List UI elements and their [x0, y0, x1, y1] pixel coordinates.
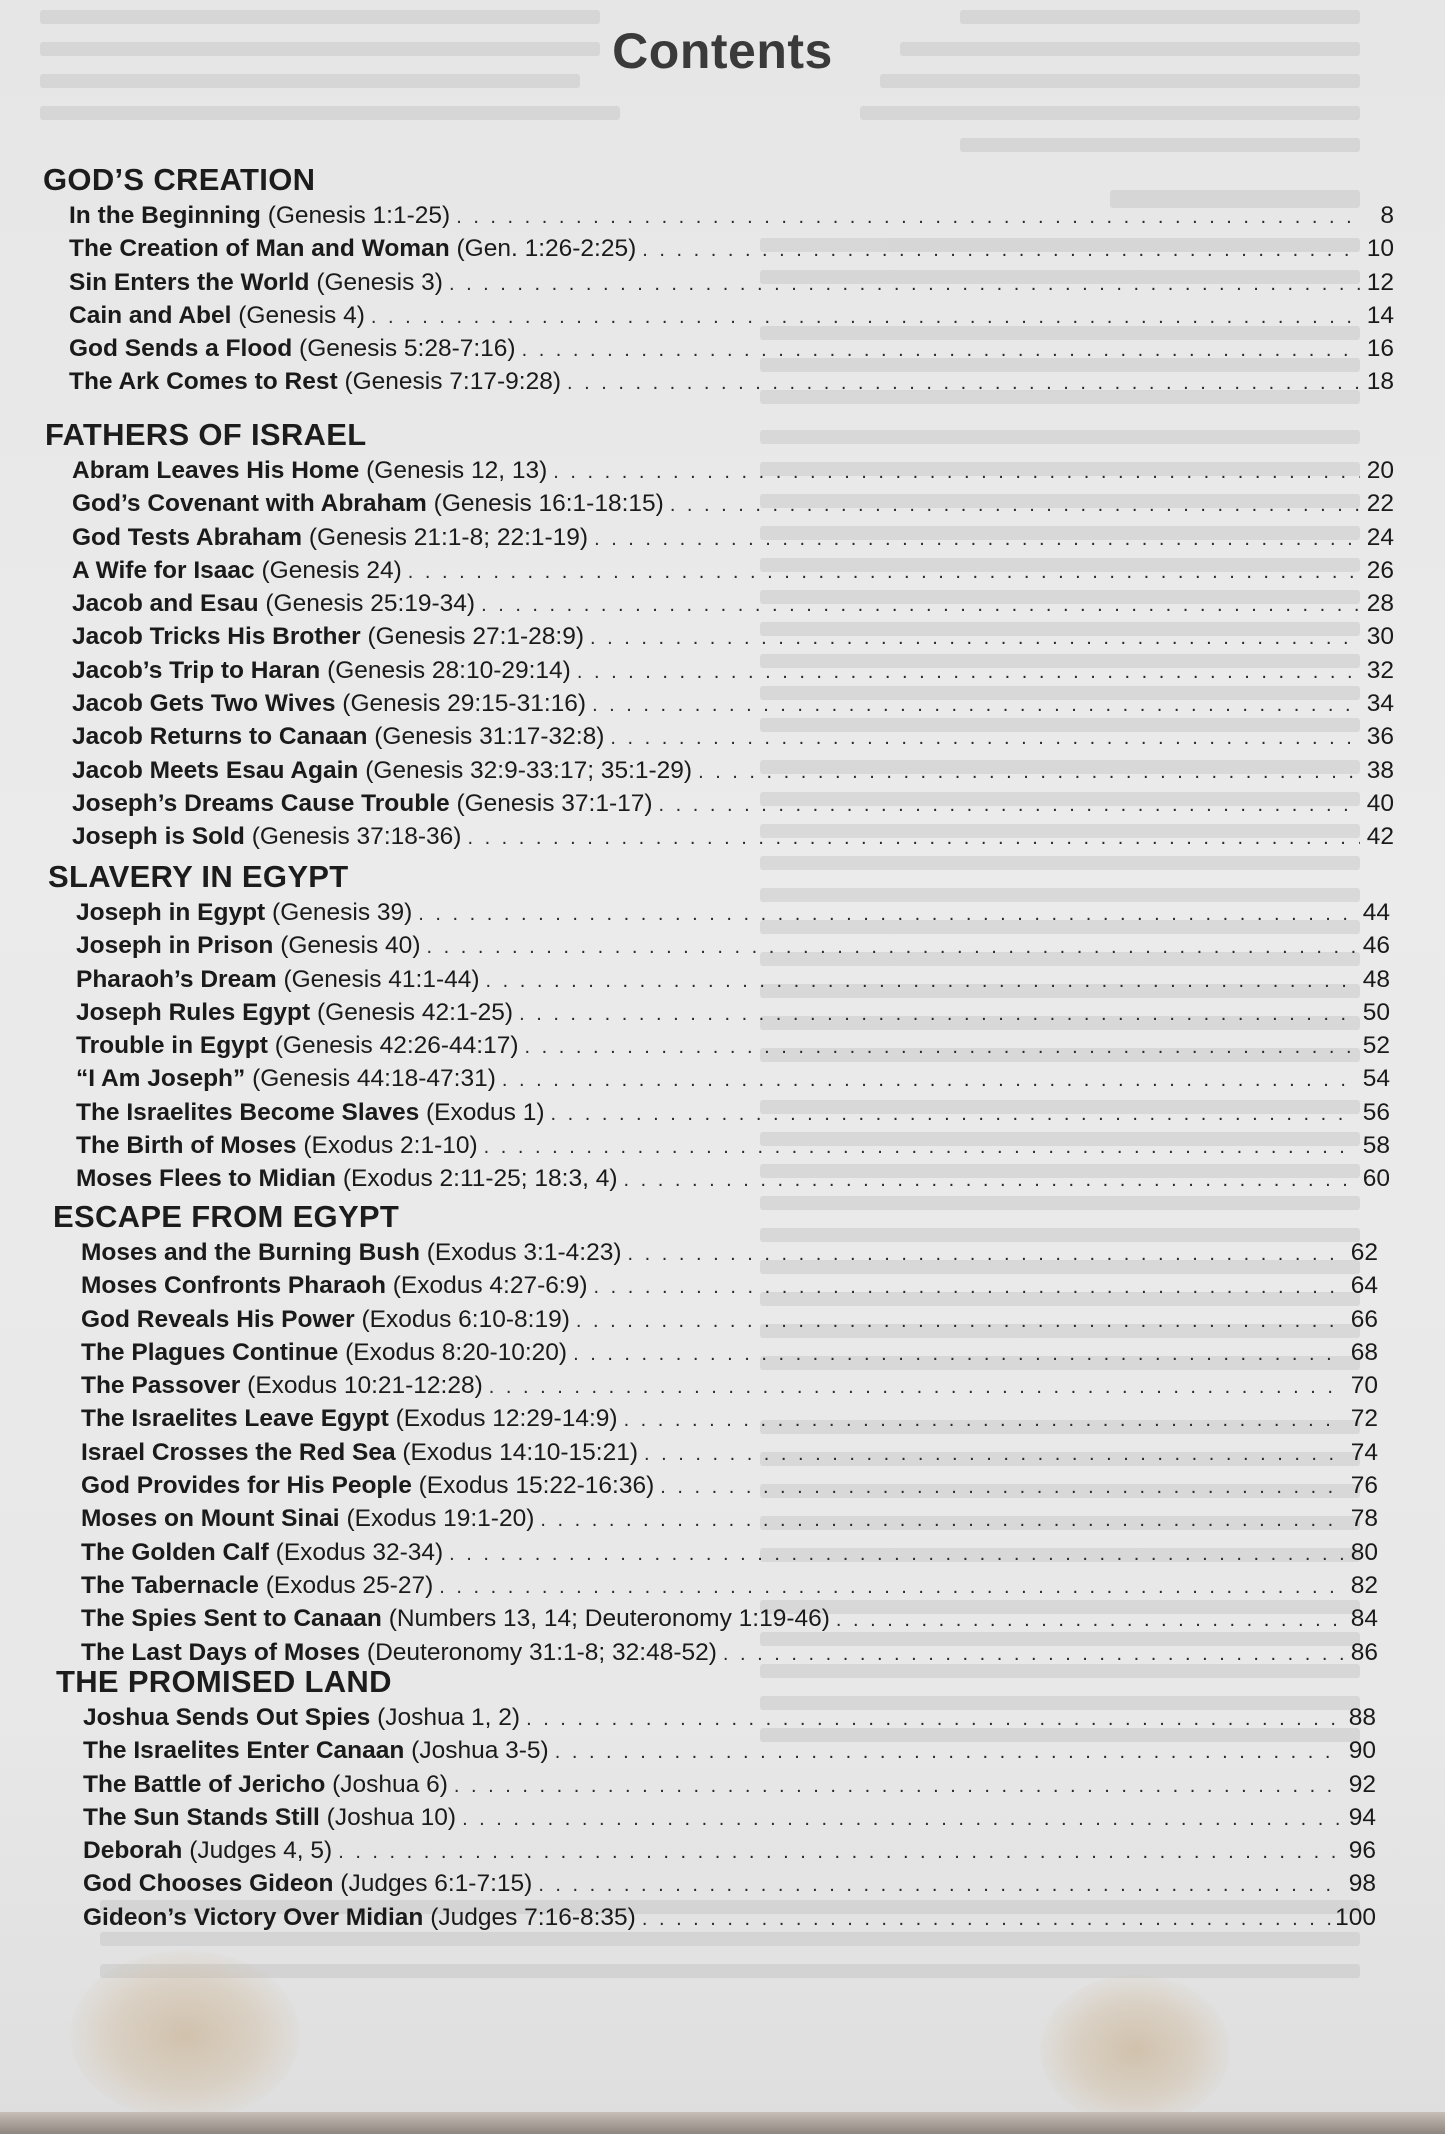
toc-entry[interactable]: [83, 1735, 1376, 1768]
entry-title: The Plagues Continue: [81, 1338, 339, 1366]
entry-reference: (Exodus 2:11-25; 18:3, 4): [342, 1165, 618, 1193]
toc-entry[interactable]: [69, 333, 1394, 366]
toc-entry[interactable]: [69, 200, 1394, 233]
entry-list: [69, 200, 1394, 400]
toc-entry[interactable]: [69, 267, 1394, 300]
entry-page-number: 62: [1350, 1239, 1378, 1266]
entry-list: [83, 1702, 1376, 1935]
entry-page-number: 54: [1362, 1065, 1390, 1093]
section-escape-from-egypt: [0, 1197, 1445, 1670]
entry-reference: (Genesis 37:1-17): [456, 789, 653, 817]
entry-title: Joseph in Prison: [76, 932, 274, 960]
entry-reference: (Deuteronomy 31:1-8; 32:48-52): [366, 1638, 717, 1666]
toc-entry[interactable]: [69, 233, 1394, 266]
entry-title: Moses Confronts Pharaoh: [81, 1272, 386, 1300]
entry-reference: (Joshua 6): [332, 1770, 448, 1798]
entry-title: Israel Crosses the Red Sea: [81, 1438, 396, 1466]
dot-leader: [338, 1837, 1342, 1868]
entry-page-number: 74: [1350, 1438, 1378, 1466]
entry-page-number: 14: [1366, 301, 1394, 329]
entry-reference: (Genesis 42:1-25): [316, 998, 514, 1026]
dot-leader: [590, 623, 1360, 654]
toc-entry[interactable]: [81, 1270, 1378, 1303]
toc-entry[interactable]: [81, 1337, 1378, 1370]
dot-leader: [642, 1904, 1331, 1935]
toc-entry[interactable]: [83, 1902, 1376, 1935]
toc-entry[interactable]: [81, 1304, 1378, 1337]
section-gods-creation: [0, 160, 1445, 400]
dot-leader: [642, 235, 1360, 266]
entry-title: Joseph’s Dreams Cause Trouble: [72, 789, 450, 817]
entry-page-number: 70: [1350, 1372, 1378, 1400]
entry-page-number: 20: [1366, 457, 1394, 484]
dot-leader: [454, 1771, 1342, 1802]
entry-title: Moses on Mount Sinai: [81, 1505, 340, 1533]
entry-page-number: 52: [1362, 1032, 1390, 1060]
entry-title: The Passover: [81, 1372, 241, 1400]
entry-title: Trouble in Egypt: [76, 1032, 268, 1060]
entry-page-number: 24: [1366, 523, 1394, 551]
entry-reference: (Genesis 44:18-47:31): [252, 1065, 496, 1093]
entry-page-number: 48: [1362, 965, 1390, 993]
entry-title: The Golden Calf: [81, 1538, 269, 1566]
toc-entry[interactable]: [83, 1868, 1376, 1901]
toc-entry[interactable]: [76, 1063, 1390, 1096]
entry-reference: (Exodus 19:1-20): [346, 1505, 535, 1533]
entry-title: God Reveals His Power: [81, 1305, 355, 1333]
entry-page-number: 58: [1362, 1132, 1390, 1160]
dot-leader: [371, 302, 1360, 333]
entry-page-number: 100: [1335, 1903, 1376, 1931]
entry-title: The Israelites Become Slaves: [76, 1098, 420, 1126]
entry-page-number: 64: [1350, 1272, 1378, 1300]
toc-entry[interactable]: [72, 488, 1394, 521]
entry-page-number: 82: [1350, 1571, 1378, 1599]
toc-entry[interactable]: [72, 821, 1394, 854]
entry-list: [76, 897, 1390, 1197]
toc-entry[interactable]: [72, 455, 1394, 488]
dot-leader: [659, 790, 1360, 821]
toc-entry[interactable]: [81, 1603, 1378, 1636]
dot-leader: [594, 524, 1360, 555]
entry-page-number: 10: [1366, 235, 1394, 263]
entry-title: Jacob Returns to Canaan: [72, 723, 368, 751]
dot-leader: [670, 490, 1360, 521]
entry-title: God Chooses Gideon: [83, 1870, 334, 1898]
entry-page-number: 98: [1348, 1870, 1376, 1898]
entry-reference: (Judges 7:16-8:35): [430, 1903, 636, 1931]
entry-title: The Tabernacle: [81, 1571, 259, 1599]
dot-leader: [553, 457, 1360, 488]
entry-title: Moses and the Burning Bush: [81, 1239, 420, 1266]
toc-entry[interactable]: [76, 964, 1390, 997]
entry-page-number: 8: [1380, 202, 1394, 229]
entry-reference: (Judges 4, 5): [189, 1837, 333, 1865]
entry-reference: (Judges 6:1-7:15): [340, 1870, 533, 1898]
entry-reference: (Genesis 39): [272, 899, 413, 926]
entry-reference: (Exodus 3:1-4:23): [426, 1239, 622, 1266]
entry-title: Joseph in Egypt: [76, 899, 266, 926]
toc-entry[interactable]: [83, 1702, 1376, 1735]
entry-page-number: 46: [1362, 932, 1390, 960]
dot-leader: [576, 1306, 1344, 1337]
dot-leader: [660, 1472, 1344, 1503]
dot-leader: [489, 1372, 1344, 1403]
entry-title: The Battle of Jericho: [83, 1770, 326, 1798]
dot-leader: [628, 1239, 1345, 1270]
toc-entry[interactable]: [81, 1503, 1378, 1536]
entry-reference: (Joshua 10): [326, 1803, 457, 1831]
entry-reference: (Exodus 15:22-16:36): [418, 1472, 655, 1500]
entry-reference: (Genesis 40): [280, 932, 421, 960]
toc-entry[interactable]: [69, 366, 1394, 399]
entry-title: The Israelites Leave Egypt: [81, 1405, 389, 1433]
entry-page-number: 16: [1366, 335, 1394, 363]
entry-reference: (Genesis 32:9-33:17; 35:1-29): [365, 756, 693, 784]
toc-entry[interactable]: [81, 1570, 1378, 1603]
entry-page-number: 60: [1362, 1165, 1390, 1193]
entry-title: Jacob’s Trip to Haran: [72, 656, 321, 684]
entry-title: Jacob Meets Esau Again: [72, 756, 359, 784]
dot-leader: [550, 1099, 1356, 1130]
toc-entry[interactable]: [81, 1470, 1378, 1503]
toc-entry[interactable]: [72, 755, 1394, 788]
toc-entry[interactable]: [72, 522, 1394, 555]
dot-leader: [456, 202, 1360, 233]
entry-title: Jacob Gets Two Wives: [72, 690, 336, 718]
dot-leader: [484, 1132, 1356, 1163]
toc-entry[interactable]: [76, 930, 1390, 963]
toc-entry[interactable]: [76, 1030, 1390, 1063]
entry-title: The Last Days of Moses: [81, 1638, 361, 1666]
entry-page-number: 12: [1366, 268, 1394, 296]
dot-leader: [462, 1804, 1342, 1835]
page-bottom-edge: [0, 2112, 1445, 2134]
entry-reference: (Joshua 1, 2): [377, 1704, 521, 1731]
dot-leader: [836, 1605, 1344, 1636]
entry-title: Joshua Sends Out Spies: [83, 1704, 371, 1731]
section-heading: GOD’S CREATION: [43, 162, 316, 197]
entry-page-number: 36: [1366, 723, 1394, 751]
toc-entry[interactable]: [72, 721, 1394, 754]
entry-page-number: 40: [1366, 789, 1394, 817]
entry-reference: (Genesis 27:1-28:9): [367, 623, 585, 651]
entry-page-number: 84: [1350, 1605, 1378, 1633]
entry-reference: (Genesis 5:28-7:16): [299, 335, 516, 363]
section-the-promised-land: [0, 1662, 1445, 1935]
entry-reference: (Exodus 12:29-14:9): [395, 1405, 618, 1433]
entry-title: Abram Leaves His Home: [72, 457, 360, 484]
dot-leader: [555, 1737, 1342, 1768]
toc-entry[interactable]: [72, 588, 1394, 621]
entry-title: The Sun Stands Still: [83, 1803, 320, 1831]
entry-page-number: 26: [1366, 556, 1394, 584]
toc-entry[interactable]: [76, 1163, 1390, 1196]
dot-leader: [698, 757, 1360, 788]
entry-reference: (Genesis 41:1-44): [283, 965, 480, 993]
toc-entry[interactable]: [76, 1130, 1390, 1163]
entry-reference: (Genesis 4): [238, 301, 365, 329]
entry-list: [72, 455, 1394, 855]
dot-leader: [519, 999, 1356, 1030]
entry-title: In the Beginning: [69, 202, 261, 229]
toc-entry[interactable]: [69, 300, 1394, 333]
entry-page-number: 90: [1348, 1737, 1376, 1765]
entry-page-number: 18: [1366, 368, 1394, 396]
entry-page-number: 30: [1366, 623, 1394, 651]
entry-title: Deborah: [83, 1837, 183, 1865]
entry-reference: (Genesis 16:1-18:15): [433, 490, 664, 518]
toc-entry[interactable]: [81, 1437, 1378, 1470]
entry-title: The Birth of Moses: [76, 1132, 297, 1160]
dot-leader: [502, 1065, 1356, 1096]
entry-reference: (Genesis 24): [261, 556, 402, 584]
entry-reference: (Genesis 28:10-29:14): [327, 656, 571, 684]
entry-page-number: 78: [1350, 1505, 1378, 1533]
entry-page-number: 72: [1350, 1405, 1378, 1433]
entry-reference: (Genesis 37:18-36): [251, 823, 462, 851]
entry-reference: (Genesis 3): [316, 268, 443, 296]
entry-title: Jacob and Esau: [72, 590, 259, 618]
entry-reference: (Gen. 1:26-2:25): [456, 235, 637, 263]
toc-entry[interactable]: [72, 555, 1394, 588]
entry-page-number: 94: [1348, 1803, 1376, 1831]
dot-leader: [644, 1439, 1344, 1470]
section-heading: ESCAPE FROM EGYPT: [53, 1199, 400, 1234]
entry-title: God Provides for His People: [81, 1472, 412, 1500]
entry-reference: (Genesis 21:1-8; 22:1-19): [308, 523, 589, 551]
dot-leader: [538, 1870, 1342, 1901]
entry-title: God Tests Abraham: [72, 523, 303, 551]
dot-leader: [449, 269, 1360, 300]
toc-entry[interactable]: [83, 1835, 1376, 1868]
toc-entry[interactable]: [76, 1097, 1390, 1130]
entry-title: Gideon’s Victory Over Midian: [83, 1903, 424, 1931]
entry-reference: (Exodus 1): [426, 1098, 545, 1126]
entry-reference: (Joshua 3-5): [411, 1737, 549, 1765]
dot-leader: [522, 335, 1360, 366]
page-stain: [70, 1950, 300, 2120]
dot-leader: [426, 932, 1356, 963]
entry-page-number: 66: [1350, 1305, 1378, 1333]
dot-leader: [439, 1572, 1344, 1603]
entry-title: Joseph is Sold: [72, 823, 245, 851]
entry-reference: (Exodus 6:10-8:19): [361, 1305, 570, 1333]
section-slavery-in-egypt: [0, 857, 1445, 1197]
page-stain: [1040, 1975, 1230, 2125]
entry-page-number: 68: [1350, 1338, 1378, 1366]
entry-reference: (Exodus 8:20-10:20): [345, 1338, 568, 1366]
entry-title: The Israelites Enter Canaan: [83, 1737, 405, 1765]
entry-title: “I Am Joseph”: [76, 1065, 246, 1093]
dot-leader: [486, 966, 1356, 997]
toc-entry[interactable]: [81, 1237, 1378, 1270]
entry-title: Joseph Rules Egypt: [76, 998, 311, 1026]
entry-reference: (Exodus 10:21-12:28): [247, 1372, 483, 1400]
entry-title: God’s Covenant with Abraham: [72, 490, 427, 518]
dot-leader: [449, 1539, 1344, 1570]
entry-page-number: 28: [1366, 590, 1394, 618]
section-heading: THE PROMISED LAND: [56, 1664, 392, 1699]
entry-list: [81, 1237, 1378, 1670]
entry-reference: (Exodus 2:1-10): [303, 1132, 478, 1160]
entry-page-number: 92: [1348, 1770, 1376, 1798]
entry-reference: (Genesis 29:15-31:16): [342, 690, 587, 718]
dot-leader: [573, 1339, 1344, 1370]
dot-leader: [624, 1405, 1344, 1436]
entry-reference: (Genesis 42:26-44:17): [274, 1032, 519, 1060]
entry-page-number: 38: [1366, 756, 1394, 784]
dot-leader: [540, 1505, 1344, 1536]
entry-reference: (Genesis 7:17-9:28): [344, 368, 561, 396]
dot-leader: [408, 557, 1360, 588]
entry-title: The Creation of Man and Woman: [69, 235, 450, 263]
entry-reference: (Exodus 25-27): [265, 1571, 434, 1599]
toc-entry[interactable]: [72, 788, 1394, 821]
entry-page-number: 80: [1350, 1538, 1378, 1566]
page-title: Contents: [612, 23, 833, 79]
toc-entry[interactable]: [81, 1370, 1378, 1403]
entry-page-number: 96: [1348, 1837, 1376, 1865]
entry-page-number: 88: [1348, 1704, 1376, 1731]
entry-reference: (Exodus 14:10-15:21): [402, 1438, 639, 1466]
entry-page-number: 76: [1350, 1472, 1378, 1500]
entry-reference: (Numbers 13, 14; Deuteronomy 1:19-46): [388, 1605, 830, 1633]
entry-reference: (Genesis 1:1-25): [267, 202, 451, 229]
toc-entry[interactable]: [72, 655, 1394, 688]
toc-entry[interactable]: [72, 688, 1394, 721]
toc-entry[interactable]: [76, 897, 1390, 930]
entry-page-number: 32: [1366, 656, 1394, 684]
entry-page-number: 34: [1366, 690, 1394, 718]
dot-leader: [592, 690, 1360, 721]
dot-leader: [418, 899, 1356, 930]
entry-title: The Spies Sent to Canaan: [81, 1605, 382, 1633]
toc-entry[interactable]: [83, 1802, 1376, 1835]
dot-leader: [567, 368, 1360, 399]
dot-leader: [481, 590, 1360, 621]
toc-entry[interactable]: [81, 1537, 1378, 1570]
dot-leader: [594, 1272, 1345, 1303]
entry-title: Sin Enters the World: [69, 268, 310, 296]
entry-page-number: 42: [1366, 823, 1394, 851]
section-heading: SLAVERY IN EGYPT: [48, 859, 349, 894]
dot-leader: [525, 1032, 1356, 1063]
entry-title: Cain and Abel: [69, 301, 232, 329]
entry-page-number: 56: [1362, 1098, 1390, 1126]
entry-page-number: 22: [1366, 490, 1394, 518]
toc-entry[interactable]: [72, 621, 1394, 654]
dot-leader: [467, 823, 1360, 854]
entry-reference: (Genesis 25:19-34): [265, 590, 476, 618]
entry-title: The Ark Comes to Rest: [69, 368, 338, 396]
entry-reference: (Exodus 4:27-6:9): [392, 1272, 588, 1300]
toc-entry[interactable]: [76, 997, 1390, 1030]
entry-page-number: 50: [1362, 998, 1390, 1026]
entry-reference: (Genesis 12, 13): [366, 457, 548, 484]
section-fathers-of-israel: [0, 415, 1445, 855]
toc-entry[interactable]: [81, 1403, 1378, 1436]
dot-leader: [577, 657, 1360, 688]
entry-title: Moses Flees to Midian: [76, 1165, 337, 1193]
entry-title: God Sends a Flood: [69, 335, 293, 363]
dot-leader: [610, 723, 1360, 754]
entry-reference: (Exodus 32-34): [275, 1538, 444, 1566]
section-heading: FATHERS OF ISRAEL: [45, 417, 367, 452]
entry-title: Jacob Tricks His Brother: [72, 623, 361, 651]
entry-page-number: 44: [1362, 899, 1390, 926]
dot-leader: [526, 1704, 1342, 1735]
toc-entry[interactable]: [83, 1769, 1376, 1802]
entry-reference: (Genesis 31:17-32:8): [374, 723, 605, 751]
entry-page-number: 86: [1350, 1638, 1378, 1666]
entry-title: A Wife for Isaac: [72, 556, 255, 584]
entry-title: Pharaoh’s Dream: [76, 965, 277, 993]
dot-leader: [624, 1165, 1357, 1196]
